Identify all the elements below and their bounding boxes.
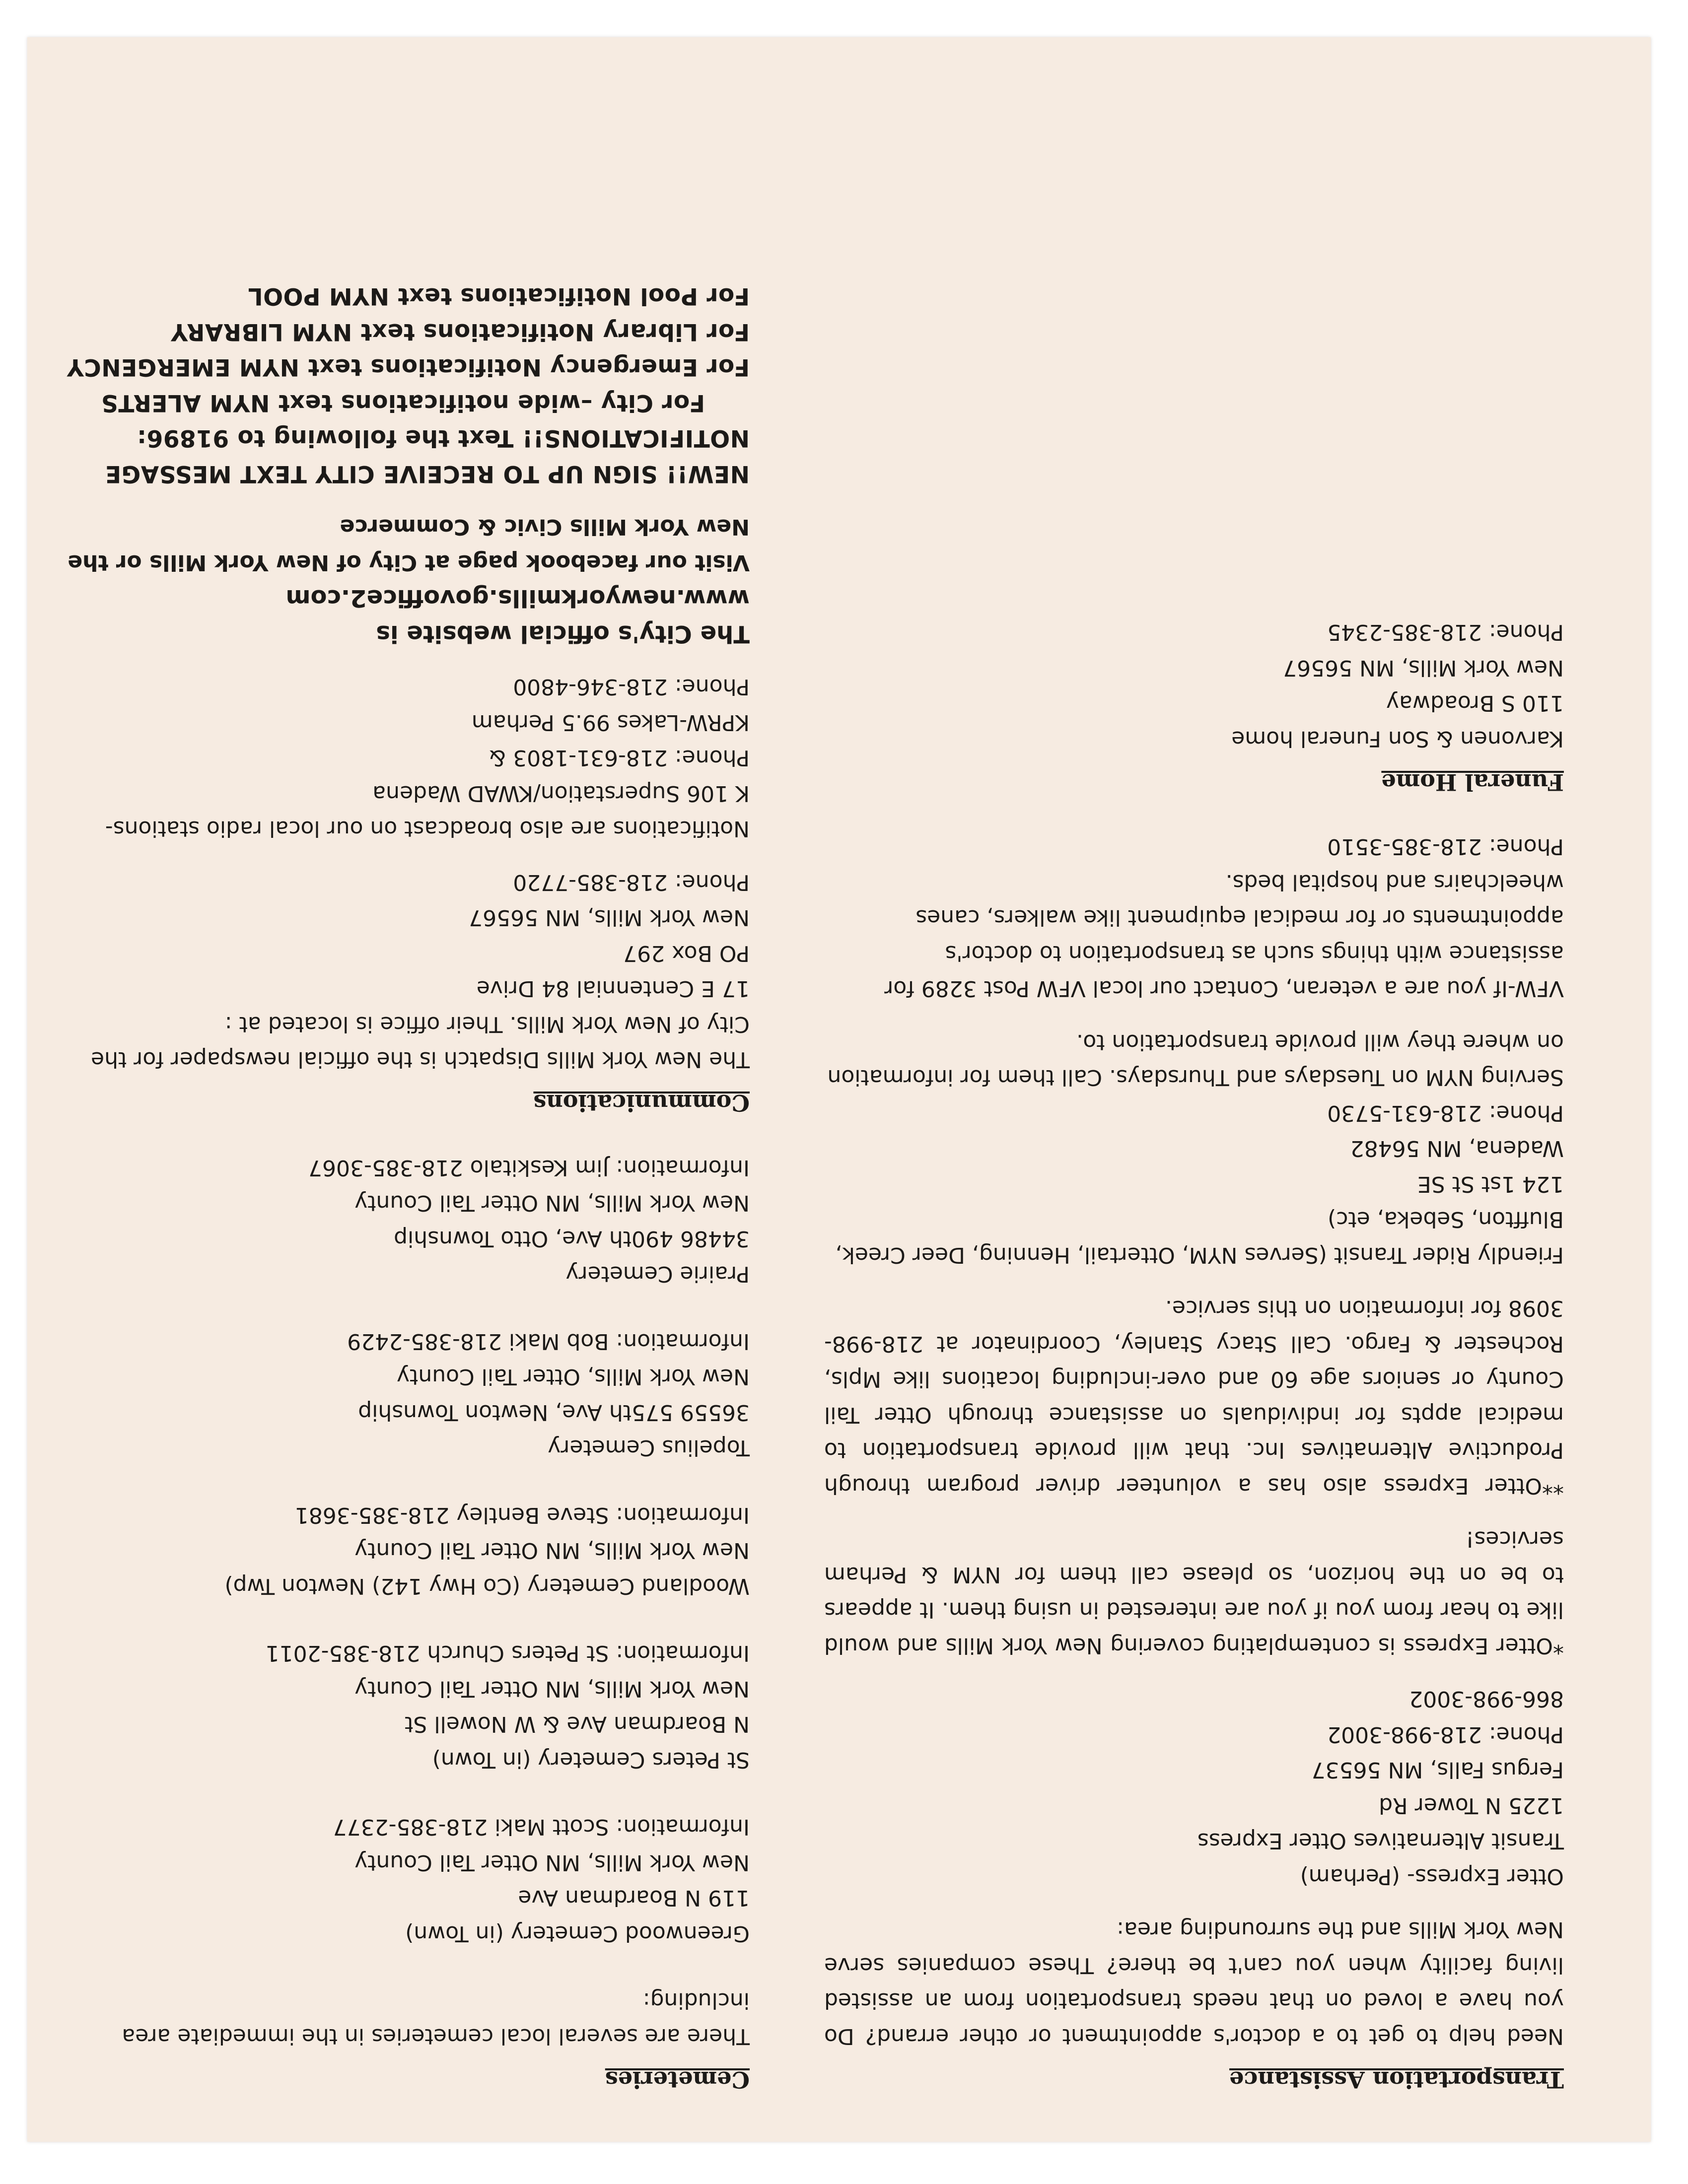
friendly-rider-info: Friendly Rider Transit (Serves NYM, Ottertail, Henning, Deer Creek, Bluffton, Sebeka, etc) 124 1st St SE Wadena, MN 56482 Phone: 218-631-5730	[835, 1100, 1564, 1268]
text-alerts-line: For Pool Notifications text NYM POOL	[248, 282, 750, 310]
text-alerts-line: For Library Notifications text NYM LIBRARY	[170, 318, 750, 345]
newspaper-info: The New York Mills Dispatch is the official newspaper for the City of New York Mills. Their office is located at : 17 E Centennial 84 Drive PO Box 297 New York Mills, MN 56567 Phone: 218-385-7720	[91, 870, 750, 1073]
communications-heading: Communications	[533, 1090, 750, 1117]
right-column	[50, 278, 750, 2095]
text-alerts-line: For City –wide notifications text NYM ALERTS	[101, 389, 705, 416]
text-alerts-line: For Emergency Notifications text NYM EMERGENCY	[67, 353, 750, 381]
text-alerts-block	[50, 278, 750, 491]
left-column	[824, 614, 1564, 2095]
cemetery-entry: Topelius Cemetery 36559 575th Ave, Newton Township New York Mills, Otter Tail County Information: Bob Maki 218-385-2429	[347, 1329, 750, 1461]
cemetery-entry: Woodland Cemetery (Co Hwy 142) Newton Twp) New York Mills, MN Otter Tail County Information: Steve Bentley 218-385-3681	[224, 1502, 750, 1599]
cemeteries-intro: There are several local cemeteries in the immediate area including:	[122, 1988, 750, 2049]
otter-express-note-2: **Otter Express also has a volunteer driver program through Productive Alternatives Inc. that will provide transportation to medical appts for individuals on assistance through Otter Tail County or seniors age 60 and over-including locations like Mpls, Rochester & Fargo. Call Stacy Stanley, Coordinator at 218-998-3098 for information on this service.	[824, 1296, 1564, 1499]
text-alerts-line: NEW!! SIGN UP TO RECEIVE CITY TEXT MESSAGE	[105, 460, 750, 487]
page-content-rotated	[27, 37, 1651, 2142]
cemeteries-heading: Cemeteries	[605, 2066, 750, 2093]
text-alerts-line: NOTIFICATIONS!! Text the following to 91896:	[137, 424, 750, 452]
cemetery-entry: Prairie Cemetery 34486 490th Ave, Otto Township New York Mills, MN Otter Tail County Information: Jim Keskitalo 218-385-3067	[308, 1155, 750, 1287]
funeral-info: Karvonen & Son Funeral home 110 S Broadway New York Mills, MN 56567 Phone: 218-385-2345	[1231, 619, 1564, 751]
vfw-info: VFW-If you are a veteran, Contact our local VFW Post 3289 for assistance with things such as transportation to doctor's appointments or for medical equipment like walkers, canes wheelchairs and hospital beds. Phone: 218-385-3510	[884, 834, 1564, 1002]
transportation-intro: Need help to get to a doctor's appointment or other errand? Do you have a loved on that needs transportation from an assisted living facility when you can't be there? These companies serve New York Mills and the surrounding area:	[824, 1917, 1564, 2049]
website-info: The City's official website is www.newyorkmills.govoffice2.com	[285, 584, 750, 648]
cemetery-entry: Greenwood Cemetery (in Town) 119 N Boardman Ave New York Mills, MN Otter Tail County Information: Scott Maki 218-385-2377	[333, 1814, 750, 1946]
transportation-heading: Transportation Assistance	[1229, 2066, 1564, 2093]
funeral-heading: Funeral Home	[1381, 769, 1564, 796]
friendly-rider-note: Serving NYM on Tuesdays and Thursdays. Call them for information on where they will provide transportation to.	[827, 1029, 1564, 1091]
scanned-page	[27, 37, 1651, 2142]
radio-info: Notifications are also broadcast on our local radio stations- K 106 Superstation/KWAD Wadena Phone: 218-631-1803 & KPRW-Lakes 99.5 Perham Phone: 218-346-4800	[105, 674, 750, 842]
cemetery-entry: St Peters Cemetery (in Town) N Boardman Ave & W Nowell St New York Mills, MN Otter Tail County Information: St Peters Church 218-385-2011	[265, 1640, 750, 1773]
otter-express-info: Otter Express- (Perham) Transit Alternatives Otter Express 1225 N Tower Rd Fergus Falls, MN 56537 Phone: 218-998-3002 866-998-3002	[1197, 1686, 1564, 1889]
otter-express-note-1: *Otter Express is contemplating covering New York Mills and would like to hear from you if you are interested in using them. It appears to be on the horizon, so please call them for NYM & Perham services!	[824, 1526, 1564, 1658]
facebook-info: Visit our facebook page at City of New York Mills or the New York Mills Civic & Commerce	[68, 514, 750, 575]
